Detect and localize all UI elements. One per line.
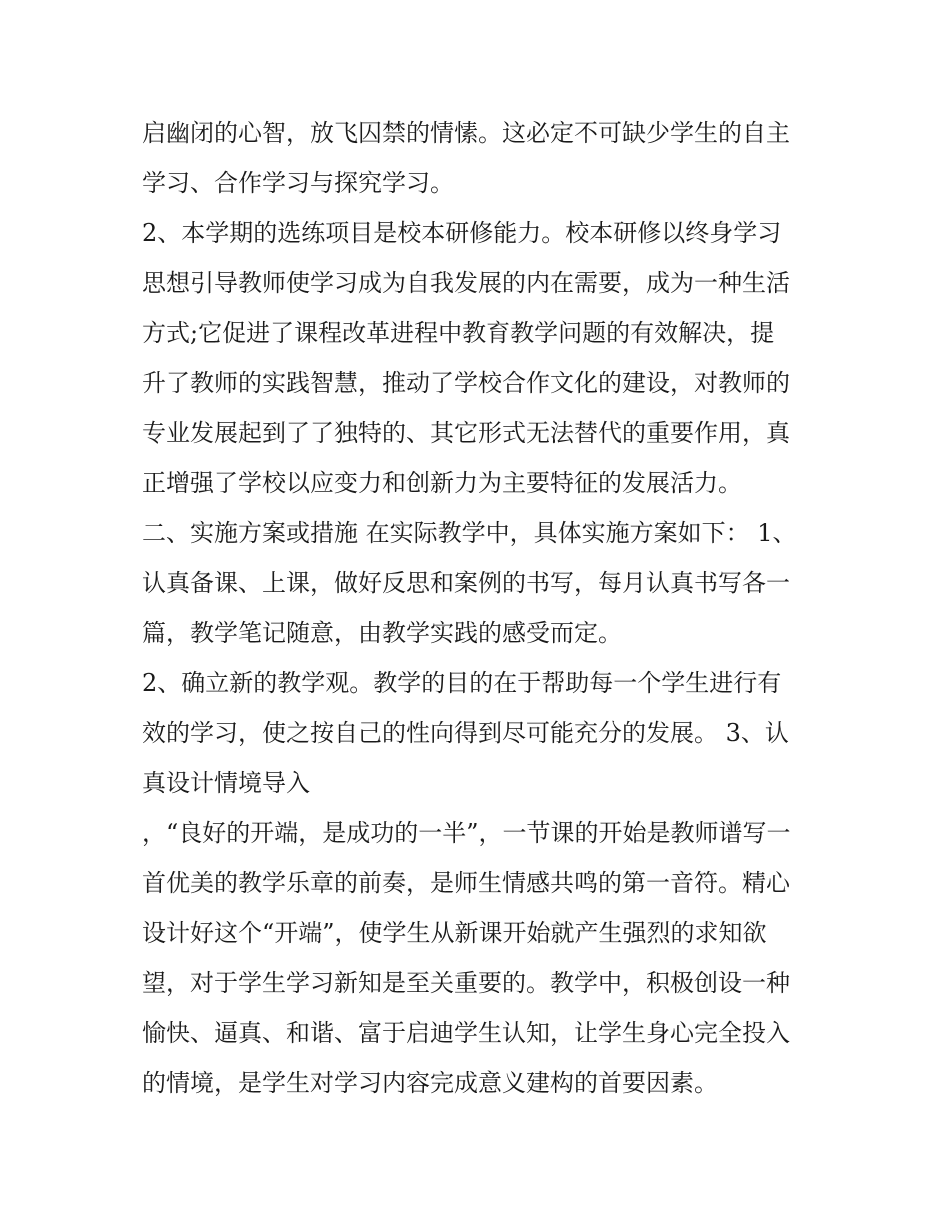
text-line: 2、本学期的选练项目是校本研修能力。校本研修以终身学习 — [142, 219, 782, 247]
text-line: 认真备课、上课，做好反思和案例的书写，每月认真书写各一 — [142, 569, 790, 597]
text-line: 二、实施方案或措施 在实际教学中，具体实施方案如下： 1、 — [142, 519, 797, 547]
text-line: 专业发展起到了了独特的、其它形式无法替代的重要作用，真 — [142, 419, 790, 447]
text-line: 方式;它促进了课程改革进程中教育教学问题的有效解决，提 — [142, 319, 775, 347]
text-line: 启幽闭的心智，放飞囚禁的情愫。这必定不可缺少学生的自主 — [142, 119, 790, 147]
text-line: 愉快、逼真、和谐、富于启迪学生认知，让学生身心完全投入 — [142, 1019, 790, 1047]
text-line: 篇，教学笔记随意，由教学实践的感受而定。 — [142, 619, 622, 647]
text-line: ，“良好的开端，是成功的一半”，一节课的开始是教师谱写一 — [142, 819, 791, 847]
text-line: 思想引导教师使学习成为自我发展的内在需要，成为一种生活 — [142, 269, 790, 297]
text-line: 学习、合作学习与探究学习。 — [142, 169, 454, 197]
text-line: 设计好这个“开端”，使学生从新课开始就产生强烈的求知欲 — [142, 919, 767, 947]
text-line: 正增强了学校以应变力和创新力为主要特征的发展活力。 — [142, 469, 742, 497]
text-line: 2、确立新的教学观。教学的目的在于帮助每一个学生进行有 — [142, 669, 782, 697]
text-line: 效的学习，使之按自己的性向得到尽可能充分的发展。 3、认 — [142, 719, 789, 747]
body-text — [142, 108, 822, 1108]
text-line: 升了教师的实践智慧，推动了学校合作文化的建设，对教师的 — [142, 369, 790, 397]
text-line: 望，对于学生学习新知是至关重要的。教学中，积极创设一种 — [142, 969, 790, 997]
text-line: 的情境，是学生对学习内容完成意义建构的首要因素。 — [142, 1069, 718, 1097]
text-line: 首优美的教学乐章的前奏，是师生情感共鸣的第一音符。精心 — [142, 869, 790, 897]
text-line: 真设计情境导入 — [142, 769, 310, 797]
